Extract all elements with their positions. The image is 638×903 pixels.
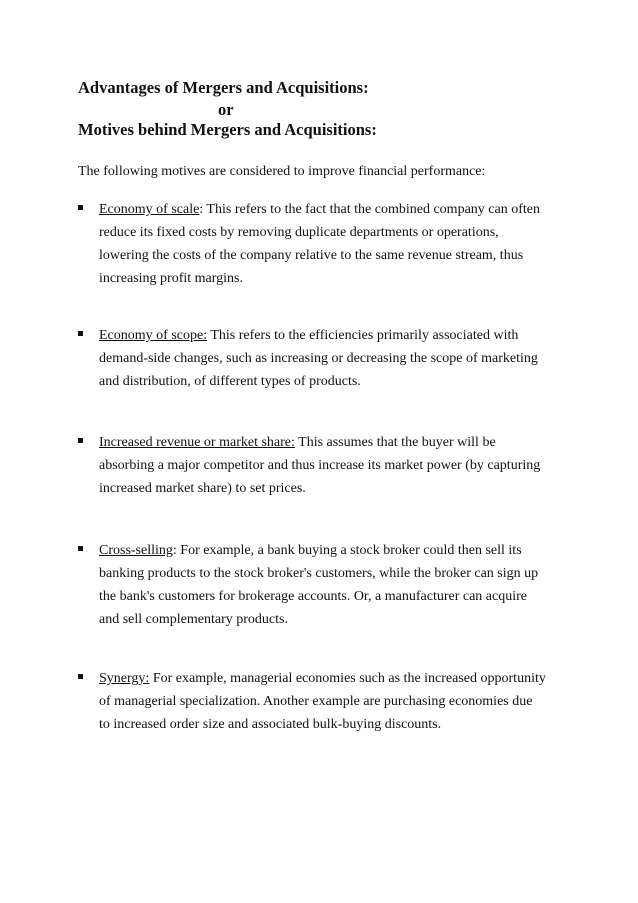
list-item-lead: : This refers to the fact that the combined company can often bbox=[199, 202, 540, 217]
square-bullet-icon bbox=[78, 546, 83, 551]
list-item-term: Cross-selling bbox=[99, 543, 173, 558]
list-item-first-line bbox=[99, 667, 569, 690]
list-item-line: increased market share) to set prices. bbox=[99, 481, 306, 496]
list-item-line: demand-side changes, such as increasing or decreasing the scope of marketing bbox=[99, 351, 538, 366]
list-item-text bbox=[99, 431, 569, 500]
list-item-line: reduce its fixed costs by removing duplicate departments or operations, bbox=[99, 225, 499, 240]
square-bullet-icon bbox=[78, 331, 83, 336]
square-bullet-icon bbox=[78, 438, 83, 443]
list-item-lead: : For example, a bank buying a stock broker could then sell its bbox=[172, 543, 522, 558]
list-item-line: lowering the costs of the company relative to the same revenue stream, thus bbox=[99, 248, 524, 263]
list-item-line: the bank's customers for brokerage accounts. Or, a manufacturer can acquire bbox=[99, 589, 527, 604]
list-item-line: and distribution, of different types of products. bbox=[99, 374, 361, 389]
square-bullet-icon bbox=[78, 205, 83, 210]
list-item-term: Increased revenue or market share: bbox=[99, 435, 295, 450]
list-item-line: banking products to the stock broker's customers, while the broker can sign up bbox=[99, 566, 539, 581]
title-line-2: Motives behind Mergers and Acquisitions: bbox=[78, 120, 377, 139]
list-item-first-line bbox=[99, 539, 569, 562]
list-item-first-line bbox=[99, 198, 569, 221]
title-or: or bbox=[218, 100, 234, 119]
list-item-first-line bbox=[99, 431, 569, 454]
list-item-line: of managerial specialization. Another example are purchasing economies due bbox=[99, 694, 533, 709]
list-item-text bbox=[99, 324, 569, 393]
list-item-first-line bbox=[99, 324, 569, 347]
list-item-text bbox=[99, 539, 569, 631]
list-item-lead: This assumes that the buyer will be bbox=[294, 435, 496, 450]
list-item-text bbox=[99, 667, 569, 736]
list-item-term: Economy of scope: bbox=[99, 328, 208, 343]
list-item-text bbox=[99, 198, 569, 290]
list-item-line: and sell complementary products. bbox=[99, 612, 288, 627]
list-item-lead: For example, managerial economies such as the increased opportunity bbox=[149, 671, 546, 686]
intro-paragraph: The following motives are considered to improve financial performance: bbox=[78, 164, 486, 179]
square-bullet-icon bbox=[78, 674, 83, 679]
list-item-line: increasing profit margins. bbox=[99, 271, 243, 286]
list-item-line: to increased order size and associated bulk-buying discounts. bbox=[99, 717, 442, 732]
list-item-line: absorbing a major competitor and thus increase its market power (by capturing bbox=[99, 458, 541, 473]
list-item-lead: This refers to the efficiencies primarily associated with bbox=[207, 328, 519, 343]
list-item-term: Synergy: bbox=[99, 671, 150, 686]
list-item-term: Economy of scale bbox=[99, 202, 200, 217]
title-line-1: Advantages of Mergers and Acquisitions: bbox=[78, 78, 369, 97]
